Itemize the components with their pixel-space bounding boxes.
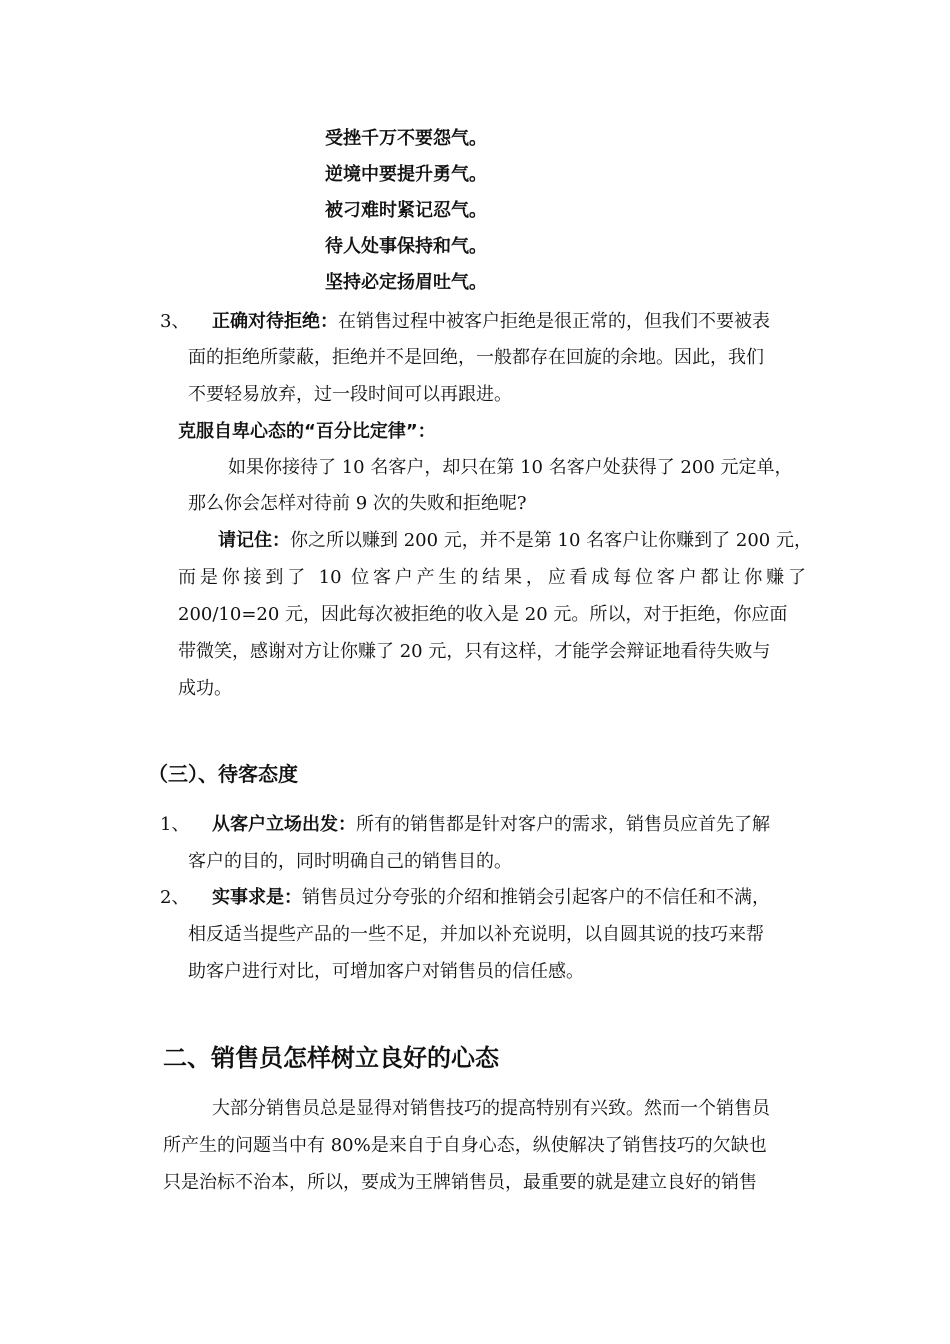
- rule-question-line-1: 如果你接待了 10 名客户，却只在第 10 名客户处获得了 200 元定单，: [228, 457, 793, 478]
- remember-label: 请记住：: [218, 530, 290, 551]
- chapter2-para-line-1: 大部分销售员总是显得对销售技巧的提高特别有兴致。然而一个销售员: [212, 1098, 770, 1119]
- rule-answer-line-4: 带微笑，感谢对方让你赚了 20 元，只有这样，才能学会辩证地看待失败与: [178, 641, 771, 662]
- section3-item2-number: 2、: [160, 887, 190, 908]
- item3-line-1: [212, 310, 770, 334]
- section3-item2-line-3: 助客户进行对比，可增加客户对销售员的信任感。: [188, 961, 584, 982]
- motto-line-2: 逆境中要提升勇气。: [325, 164, 487, 185]
- chapter2-heading: 二、销售员怎样树立良好的心态: [163, 1044, 499, 1072]
- motto-line-4: 待人处事保持和气。: [325, 236, 487, 257]
- rule-answer-text-1: 你之所以赚到 200 元，并不是第 10 名客户让你赚到了 200 元，: [290, 530, 812, 551]
- chapter2-para-line-2: 所产生的问题当中有 80%是来自于自身心态，纵使解决了销售技巧的欠缺也: [163, 1135, 767, 1156]
- section3-item1-title: 从客户立场出发：: [212, 814, 356, 835]
- section3-item1-line-2: 客户的目的，同时明确自己的销售目的。: [188, 851, 512, 872]
- section3-heading: （三）、待客态度: [148, 762, 298, 786]
- rule-answer-line-3: 200/10=20 元，因此每次被拒绝的收入是 20 元。所以，对于拒绝，你应面: [178, 604, 788, 625]
- section3-item1-number: 1、: [160, 814, 190, 835]
- rule-answer-line-5: 成功。: [178, 678, 232, 699]
- item3-text-1: 在销售过程中被客户拒绝是很正常的，但我们不要被表: [338, 311, 770, 332]
- rule-answer-line-1: [218, 529, 812, 553]
- rule-answer-line-2: 而是你接到了 10 位客户产生的结果，应看成每位客户都让你赚了: [178, 567, 806, 588]
- rule-question-line-2: 那么你会怎样对待前 9 次的失败和拒绝呢?: [188, 493, 527, 514]
- chapter2-para-line-3: 只是治标不治本，所以，要成为王牌销售员，最重要的就是建立良好的销售: [163, 1172, 757, 1193]
- rule-heading: 克服自卑心态的“百分比定律”：: [178, 421, 436, 442]
- section3-item1-text-1: 所有的销售都是针对客户的需求，销售员应首先了解: [356, 814, 770, 835]
- section3-item1-line-1: [212, 813, 770, 837]
- section3-item2-line-1: [212, 886, 770, 910]
- item3-number: 3、: [160, 311, 190, 332]
- motto-line-3: 被刁难时紧记忍气。: [325, 200, 487, 221]
- section3-item2-title: 实事求是：: [212, 887, 302, 908]
- motto-line-1: 受挫千万不要怨气。: [325, 128, 487, 149]
- item3-line-3: 不要轻易放弃，过一段时间可以再跟进。: [188, 384, 512, 405]
- section3-item2-text-1: 销售员过分夸张的介绍和推销会引起客户的不信任和不满，: [302, 887, 770, 908]
- section3-item2-line-2: 相反适当提些产品的一些不足，并加以补充说明，以自圆其说的技巧来帮: [188, 924, 764, 945]
- item3-title: 正确对待拒绝：: [212, 311, 338, 332]
- item3-line-2: 面的拒绝所蒙蔽，拒绝并不是回绝，一般都存在回旋的余地。因此，我们: [188, 347, 764, 368]
- motto-line-5: 坚持必定扬眉吐气。: [325, 272, 487, 293]
